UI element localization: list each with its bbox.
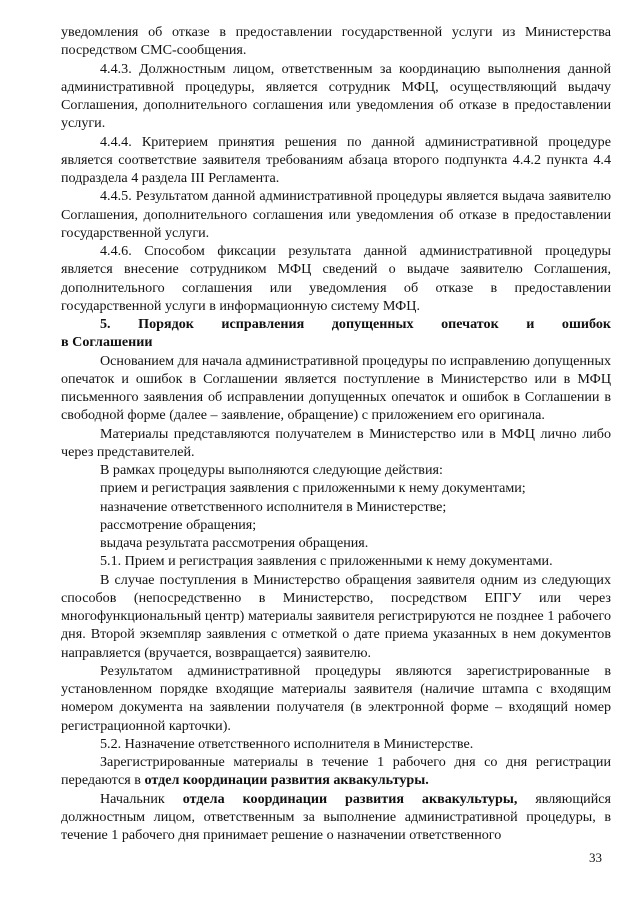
section-heading-line2: в Соглашении bbox=[61, 334, 153, 351]
paragraph-5-2: 5.2. Назначение ответственного исполнителя в Министерстве. bbox=[100, 735, 474, 752]
list-item-action-1: прием и регистрация заявления с приложенными к нему документами; bbox=[100, 480, 526, 497]
paragraph-continuation: уведомления об отказе в предоставлении государственной услуги из Министерства посредством СМС-сообщения. bbox=[61, 24, 611, 59]
document-body bbox=[61, 23, 611, 844]
page-number: 33 bbox=[589, 850, 602, 865]
paragraph-chief-bold: отдела координации развития аквакультуры, bbox=[182, 790, 518, 807]
paragraph-chief-text-start: Начальник bbox=[100, 790, 183, 807]
list-item-action-3: рассмотрение обращения; bbox=[100, 516, 257, 533]
paragraph-result: Результатом административной процедуры являются зарегистрированные в установленном порядке входящие материалы заявителя (наличие штампа с входящим номером документа на заявлении получателя (в электронной форме – входящий номер регистрационной карточки). bbox=[61, 662, 611, 734]
paragraph-registered bbox=[61, 753, 611, 790]
paragraph-5-1: 5.1. Прием и регистрация заявления с приложенными к нему документами. bbox=[100, 553, 553, 570]
paragraph-chief bbox=[61, 790, 611, 845]
paragraph-basis: Основанием для начала административной процедуры по исправлению допущенных опечаток и ошибок в Соглашении является поступление в Министерство или в МФЦ письменного заявления об исправлении допущенных опечаток и ошибок в Соглашении в свободной форме (далее – заявление, обращение) с приложением его оригинала. bbox=[61, 352, 611, 424]
paragraph-4-4-6: 4.4.6. Способом фиксации результата данной административной процедуры является внесение сотрудником МФЦ сведений о выдаче заявителю Соглашения, дополнительного соглашения или уведомления об отказе в предоставлении государственной услуги в информационную систему МФЦ. bbox=[61, 243, 611, 314]
paragraph-registered-bold: отдел координации развития аквакультуры. bbox=[144, 772, 429, 789]
paragraph-4-4-5: 4.4.5. Результатом данной административной процедуры является выдача заявителю Соглашения, дополнительного соглашения или уведомления об отказе в предоставлении государственной услуги. bbox=[61, 188, 611, 241]
paragraph-4-4-4: 4.4.4. Критерием принятия решения по данной административной процедуре является соответствие заявителя требованиям абзаца второго подпункта 4.4.2 пункта 4.4 подраздела 4 раздела III Регламента. bbox=[61, 133, 611, 186]
paragraph-chief-text-end: являющийся должностным лицом, ответственным за выполнение административной процедуры, в течение 1 рабочего дня принимает решение о назначении ответственного bbox=[61, 790, 611, 843]
paragraph-receipt: В случае поступления в Министерство обращения заявителя одним из следующих способов (непосредственно в Министерство, посредством ЕПГУ или через многофункциональный центр) материалы заявителя регистрируются не позднее 1 рабочего дня. Второй экземпляр заявления с отметкой о дате приема указанных в нем документов направляется (вручается, возвращается) заявителю. bbox=[61, 571, 611, 661]
list-item-action-4: выдача результата рассмотрения обращения. bbox=[100, 535, 369, 551]
section-heading-line1: 5. Порядок исправления допущенных опечаток и ошибок bbox=[100, 316, 611, 332]
paragraph-materials: Материалы представляются получателем в Министерство или в МФЦ лично либо через представителей. bbox=[61, 425, 611, 460]
list-item-action-2: назначение ответственного исполнителя в Министерстве; bbox=[100, 498, 447, 515]
paragraph-4-4-3: 4.4.3. Должностным лицом, ответственным за координацию выполнения данной административной процедуры, является сотрудник МФЦ, осуществляющий выдачу Соглашения, дополнительного соглашения или уведомления об отказе в предоставлении услуги. bbox=[61, 60, 611, 132]
paragraph-registered-text: Зарегистрированные материалы в течение 1 рабочего дня со дня регистрации передаются в bbox=[61, 754, 611, 789]
paragraph-actions-intro: В рамках процедуры выполняются следующие действия: bbox=[100, 462, 443, 478]
